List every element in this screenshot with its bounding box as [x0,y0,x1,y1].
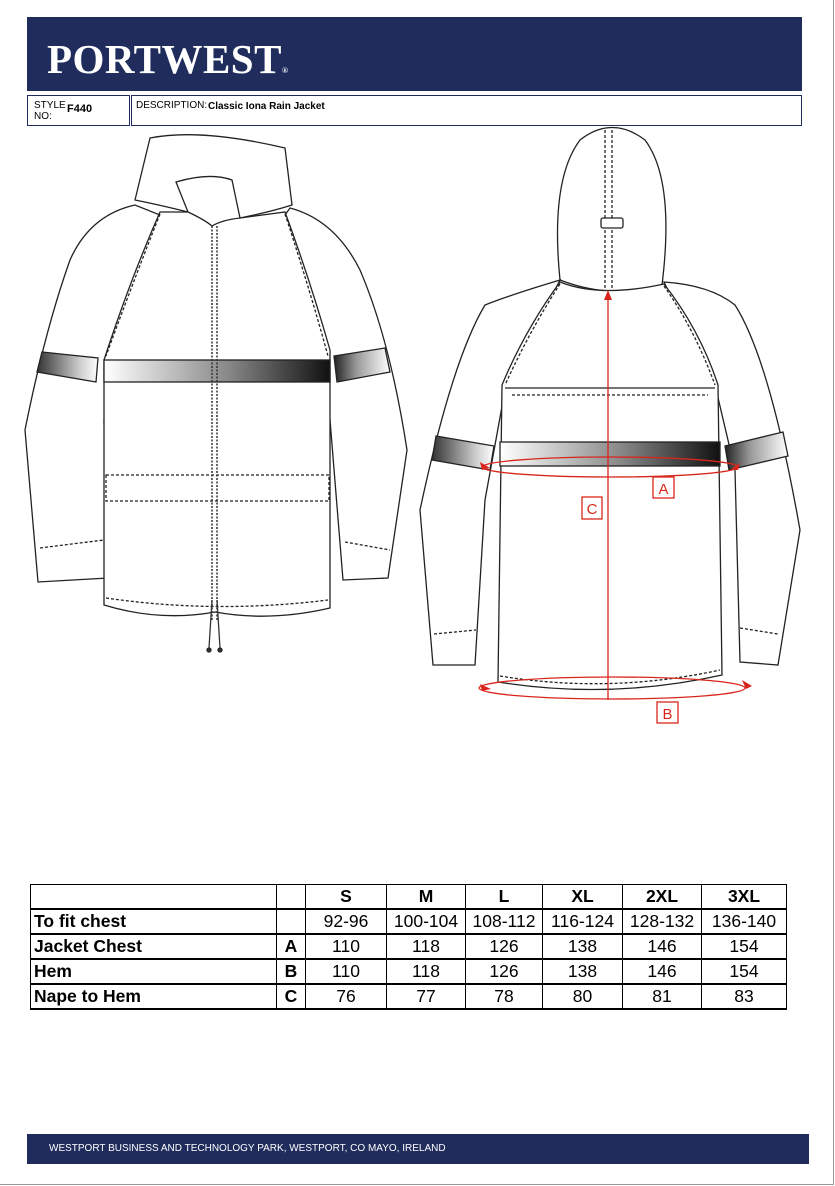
table-cell: 81 [623,984,702,1009]
table-cell: 126 [466,959,543,984]
table-cell: 146 [623,959,702,984]
row-label: Jacket Chest [31,934,277,959]
header-blank-cell [31,885,277,910]
front-collar [135,135,292,218]
table-cell: 118 [387,959,466,984]
table-cell: 154 [702,959,787,984]
table-cell: 80 [543,984,623,1009]
size-chart-table [30,884,787,1010]
row-code: A [277,934,306,959]
row-code [277,909,306,934]
table-cell: 92-96 [306,909,387,934]
style-number-value: F440 [67,103,93,115]
footer-address: WESTPORT BUSINESS AND TECHNOLOGY PARK, WESTPORT, CO MAYO, IRELAND [49,1143,446,1154]
size-header-2xl: 2XL [623,885,702,910]
table-cell: 77 [387,984,466,1009]
size-header-xl: XL [543,885,623,910]
table-row [31,909,787,934]
row-code: C [277,984,306,1009]
table-cell: 100-104 [387,909,466,934]
table-cell: 83 [702,984,787,1009]
table-cell: 128-132 [623,909,702,934]
table-row [31,984,787,1009]
registered-mark: ® [281,66,289,75]
measure-a-label: A [658,481,669,498]
description-value: Classic Iona Rain Jacket [208,101,325,112]
size-header-3xl: 3XL [702,885,787,910]
size-header-l: L [466,885,543,910]
table-cell: 118 [387,934,466,959]
header-code-cell [277,885,306,910]
table-cell: 76 [306,984,387,1009]
table-cell: 110 [306,959,387,984]
size-header-row [31,885,787,910]
row-label: Nape to Hem [31,984,277,1009]
brand-name: PORTWEST [47,36,282,82]
style-number-label: STYLE NO: [34,100,66,122]
table-cell: 110 [306,934,387,959]
size-header-s: S [306,885,387,910]
description-label: DESCRIPTION: [136,100,208,111]
row-code: B [277,959,306,984]
table-row [31,959,787,984]
back-view [420,128,800,690]
table-cell: 138 [543,959,623,984]
footer-bar [27,1134,809,1164]
back-chest-band [500,442,720,466]
row-label: Hem [31,959,277,984]
table-cell: 138 [543,934,623,959]
size-header-m: M [387,885,466,910]
table-cell: 154 [702,934,787,959]
table-cell: 108-112 [466,909,543,934]
table-row [31,934,787,959]
table-cell: 78 [466,984,543,1009]
front-view [25,135,407,652]
table-cell: 116-124 [543,909,623,934]
measure-c-label: C [586,501,598,518]
table-cell: 126 [466,934,543,959]
measure-b-label: B [662,706,673,723]
table-cell: 136-140 [702,909,787,934]
table-cell: 146 [623,934,702,959]
row-label: To fit chest [31,909,277,934]
back-body [498,282,722,690]
